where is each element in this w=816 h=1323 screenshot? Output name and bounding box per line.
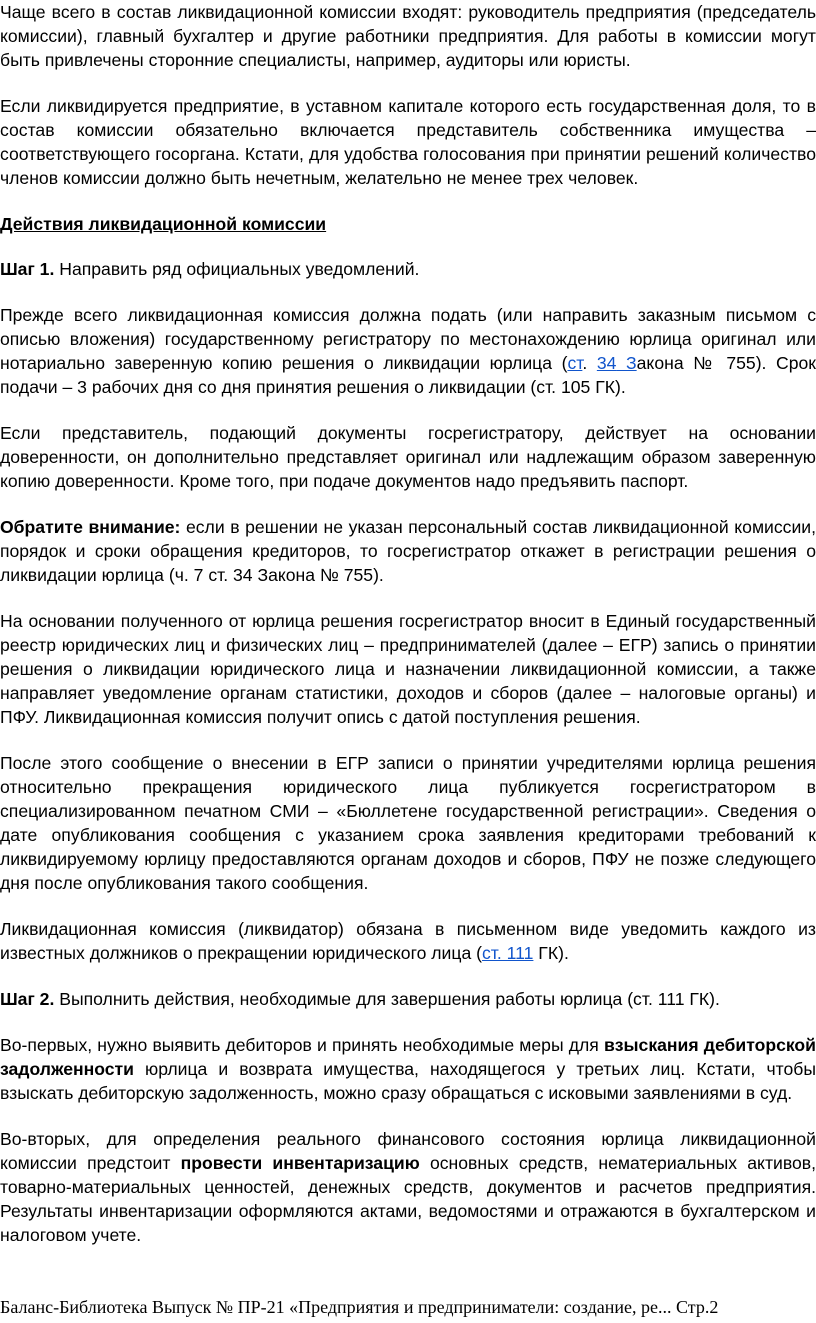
law-name-link[interactable]: З xyxy=(616,353,637,373)
paragraph-text: ГК). xyxy=(533,943,569,963)
paragraph xyxy=(0,917,816,965)
step-label: Шаг 2. xyxy=(0,989,55,1009)
paragraph-text: акона № 755). Срок подачи – 3 рабочих дня со дня принятия решения о ликвидации (ст. 105 ГК). xyxy=(0,353,816,397)
paragraph: Чаще всего в состав ликвидационной комиссии входят: руководитель предприятия (председатель комиссии), главный бухгалтер и другие работники предприятия. Для работы в комиссии могут быть привлечены сторонние специалисты, например, аудиторы или юристы. xyxy=(0,2,816,70)
paragraph-text: основных средств, нематериальных активов, товарно-материальных ценностей, денежных средств, документов и расчетов предприятия. Результаты инвентаризации оформляются актами, ведомостями и отражаются в бухгалтерском и налоговом учете. xyxy=(0,1153,816,1245)
section-heading: Действия ликвидационной комиссии xyxy=(0,214,327,234)
paragraph: Если ликвидируется предприятие, в уставном капитале которого есть государственная доля, то в состав комиссии обязательно включается представитель собственника имущества – соответствующего госоргана. Кстати, для удобства голосования при принятии решений количество членов комиссии должно быть нечетным, желательно не менее трех человек. xyxy=(0,96,816,188)
paragraph: На основании полученного от юрлица решения госрегистратор вносит в Единый государственный реестр юридических лиц и физических лиц – предпринимателей (далее – ЕГР) запись о принятии решения о ликвидации юридического лица и назначении ликвидационной комиссии, а также направляет уведомление органам статистики, доходов и сборов (далее – налоговые органы) и ПФУ. Ликвидационная комиссия получит опись с датой поступления решения. xyxy=(0,611,816,727)
paragraph-text: . xyxy=(582,353,597,373)
step-text: Выполнить действия, необходимые для завершения работы юрлица (ст. 111 ГК). xyxy=(54,989,720,1009)
paragraph: После этого сообщение о внесении в ЕГР записи о принятии учредителями юрлица решения относительно прекращения юридического лица публикуется госрегистратором в специализированном печатном СМИ – «Бюллетене государственной регистрации». Сведения о дате опубликования сообщения с указанием срока заявления кредиторами требований к ликвидируемому юрлицу предоставляются органам доходов и сборов, ПФУ не позже следующего дня после опубликования такого сообщения. xyxy=(0,753,816,893)
emphasis: провести инвентаризацию xyxy=(180,1153,420,1173)
note-paragraph xyxy=(0,515,816,587)
step-text: Направить ряд официальных уведомлений. xyxy=(54,259,420,279)
page-footer: Баланс-Библиотека Выпуск № ПР-21 «Предприятия и предприниматели: создание, ре... Стр.2 xyxy=(0,1297,719,1317)
law-article-number-link[interactable]: 34 xyxy=(596,353,617,373)
paragraph xyxy=(0,1033,816,1105)
paragraph-text: Во-вторых, для определения реального финансового состояния юрлица ликвидационной комиссии предстоит xyxy=(0,1129,816,1173)
paragraph: Если представитель, подающий документы госрегистратору, действует на основании доверенности, он дополнительно представляет оригинал или надлежащим образом заверенную копию доверенности. Кроме того, при подаче документов надо предъявить паспорт. xyxy=(0,423,816,491)
step-2 xyxy=(0,987,816,1011)
emphasis: взыскания дебиторской задолженности xyxy=(0,1035,816,1079)
note-text: если в решении не указан персональный состав ликвидационной комиссии, порядок и сроки обращения кредиторов, то госрегистратор откажет в регистрации решения о ликвидации юрлица (ч. 7 ст. 34 Закона № 755). xyxy=(0,517,816,585)
paragraph-text: Ликвидационная комиссия (ликвидатор) обязана в письменном виде уведомить каждого из известных должников о прекращении юридического лица ( xyxy=(0,919,816,963)
paragraph-text: Прежде всего ликвидационная комиссия должна подать (или направить заказным письмом с описью вложения) государственному регистратору по местонахождению юрлица оригинал или нотариально заверенную копию решения о ликвидации юрлица ( xyxy=(0,305,816,373)
step-1 xyxy=(0,257,816,281)
paragraph xyxy=(0,1127,816,1247)
paragraph xyxy=(0,303,816,399)
step-label: Шаг 1. xyxy=(0,259,55,279)
law-article-link[interactable]: ст xyxy=(567,353,583,373)
civil-code-link[interactable]: ст. 111 xyxy=(481,943,534,963)
paragraph-text: Во-первых, нужно выявить дебиторов и принять необходимые меры для xyxy=(0,1035,604,1055)
paragraph-text: юрлица и возврата имущества, находящегося у третьих лиц. Кстати, чтобы взыскать дебиторскую задолженность, можно сразу обращаться с исковыми заявлениями в суд. xyxy=(0,1059,816,1103)
note-label: Обратите внимание: xyxy=(0,517,181,537)
